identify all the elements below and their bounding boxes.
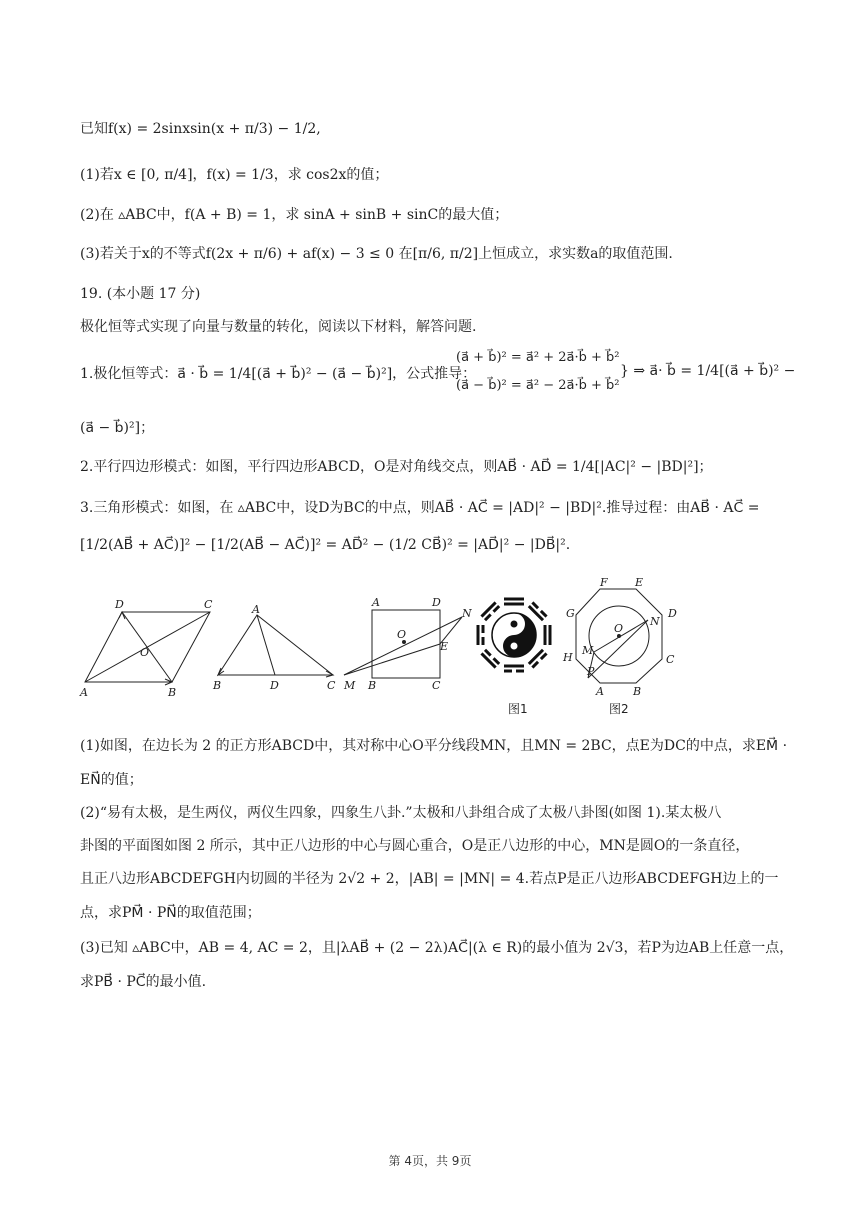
material1-system-line2: (a⃗ − b⃗)² = a⃗² − 2a⃗·b⃗ + b⃗²	[456, 378, 620, 393]
label-sq-D: D	[432, 596, 441, 609]
label-par-D: D	[115, 598, 124, 611]
material1-formula: 1.极化恒等式：a⃗ · b⃗ = 1/4[(a⃗ + b⃗)² − (a⃗ − b⃗)²]，公式推导：	[80, 366, 477, 382]
page-footer: 第 4页，共 9页	[388, 1154, 472, 1168]
q19-part3-line1: (3)已知 ▵ABC中，AB = 4, AC = 2，且|λAB⃗ + (2 − 2λ)AC⃗|(λ ∈ R)的最小值为 2√3，若P为边AB上任意一点，	[80, 940, 794, 956]
material3-triangle-line1: 3.三角形模式：如图，在 ▵ABC中，设D为BC的中点，则AB⃗ · AC⃗ = |AD|² − |BD|².推导过程：由AB⃗ · AC⃗ =	[80, 500, 760, 516]
label-oct-G: G	[566, 607, 575, 620]
triangle-figure	[218, 615, 333, 677]
figures-row	[0, 575, 860, 715]
label-par-B: B	[168, 686, 177, 699]
label-oct-A: A	[596, 685, 604, 698]
label-oct-N: N	[650, 615, 660, 628]
label-oct-M: M	[582, 644, 594, 657]
label-sq-M: M	[344, 679, 356, 692]
label-oct-E: E	[635, 576, 644, 589]
label-sq-A: A	[372, 596, 380, 609]
material1-continuation: (a⃗ − b⃗)²]；	[80, 420, 155, 436]
taiji-bagua-icon	[478, 599, 550, 671]
material2-parallelogram: 2.平行四边形模式：如图，平行四边形ABCD，O是对角线交点，则AB⃗ · AD⃗ = 1/4[|AC|² − |BD|²]；	[80, 459, 713, 475]
material1-result: } ⇒ a⃗· b⃗ = 1/4[(a⃗ + b⃗)² −	[620, 363, 796, 379]
label-tri-B: B	[213, 679, 222, 692]
material1-system-line1: (a⃗ + b⃗)² = a⃗² + 2a⃗·b⃗ + b⃗²	[456, 350, 620, 365]
q19-part1-line1: (1)如图，在边长为 2 的正方形ABCD中，其对称中心O平分线段MN，且MN = 2BC，点E为DC的中点，求EM⃗ ·	[80, 738, 788, 754]
label-tri-D: D	[270, 679, 279, 692]
q19-part2-line1: (2)“易有太极，是生两仪，两仪生四象，四象生八卦.”太极和八卦组合成了太极八卦图(如图 1).某太极八	[80, 805, 722, 821]
q19-part2-line4: 点，求PM⃗ · PN⃗的取值范围；	[80, 905, 261, 921]
q19-part1-line2: EN⃗的值；	[80, 772, 143, 788]
label-sq-N: N	[462, 607, 472, 620]
label-oct-C: C	[666, 653, 675, 666]
material3-triangle-line2: [1/2(AB⃗ + AC⃗)]² − [1/2(AB⃗ − AC⃗)]² = AD⃗² − (1/2 CB⃗)² = |AD⃗|² − |DB⃗|².	[80, 537, 571, 553]
label-sq-C: C	[432, 679, 441, 692]
label-oct-P: P	[587, 665, 595, 678]
q18-part3: (3)若关于x的不等式f(2x + π/6) + af(x) − 3 ≤ 0 在[π/6, π/2]上恒成立，求实数a的取值范围.	[80, 246, 673, 262]
q19-lead: 极化恒等式实现了向量与数量的转化，阅读以下材料，解答问题.	[80, 319, 477, 335]
figure1-caption: 图1	[508, 702, 528, 716]
label-oct-D: D	[668, 607, 677, 620]
label-par-A: A	[80, 686, 88, 699]
label-sq-O: O	[397, 628, 407, 641]
label-tri-A: A	[252, 603, 260, 616]
q18-intro: 已知f(x) = 2sinxsin(x + π/3) − 1/2,	[80, 121, 321, 137]
q18-part2: (2)在 ▵ABC中，f(A + B) = 1，求 sinA + sinB + sinC的最大值；	[80, 207, 509, 223]
label-oct-H: H	[563, 651, 573, 664]
figure2-caption: 图2	[609, 702, 629, 716]
label-sq-E: E	[440, 640, 449, 653]
q19-part2-line3: 且正八边形ABCDEFGH内切圆的半径为 2√2 + 2，|AB| = |MN| = 4.若点P是正八边形ABCDEFGH边上的一	[80, 871, 779, 887]
label-oct-B: B	[633, 685, 642, 698]
q19-part2-line2: 卦图的平面图如图 2 所示，其中正八边形的中心与圆心重合，O是正八边形的中心，MN是圆O的一条直径，	[80, 838, 750, 854]
q19-part3-line2: 求PB⃗ · PC⃗的最小值.	[80, 974, 207, 990]
label-par-C: C	[204, 598, 213, 611]
label-par-O: O	[140, 646, 150, 659]
label-tri-C: C	[327, 679, 336, 692]
q19-header: 19. (本小题 17 分)	[80, 286, 201, 302]
label-oct-O: O	[614, 622, 624, 635]
label-oct-F: F	[600, 576, 608, 589]
q18-part1: (1)若x ∈ [0, π/4]，f(x) = 1/3，求 cos2x的值；	[80, 167, 389, 183]
label-sq-B: B	[368, 679, 377, 692]
